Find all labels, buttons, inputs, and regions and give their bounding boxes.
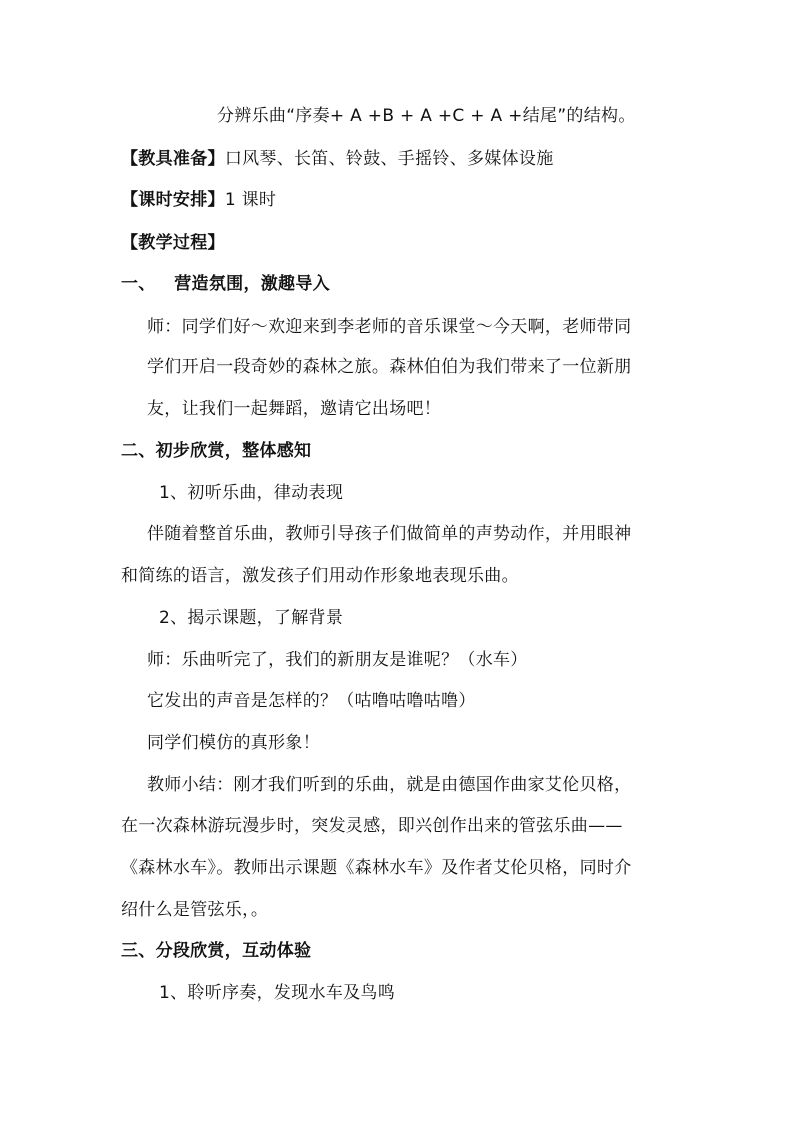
paragraph-2-line-2: 和简练的语言，激发孩子们用动作形象地表现乐曲。 (121, 566, 519, 586)
class-hours-label: 【课时安排】 (121, 190, 225, 210)
paragraph-2-line-1: 伴随着整首乐曲，教师引导孩子们做简单的声势动作，并用眼神 (147, 524, 632, 544)
section-2-heading: 二、初步欣赏，整体感知 (121, 441, 312, 461)
paragraph-6-line-4: 绍什么是管弦乐，。 (121, 900, 269, 920)
paragraph-1-line-3: 友，让我们一起舞蹈，邀请它出场吧！ (147, 399, 442, 419)
objective-line: 分辨乐曲“序奏+ A +B + A +C + A +结尾”的结构。 (217, 106, 636, 126)
paragraph-1-line-1: 师：同学们好～欢迎来到李老师的音乐课堂～今天啊，老师带同 (147, 317, 632, 337)
paragraph-1-line-2: 学们开启一段奇妙的森林之旅。森林伯伯为我们带来了一位新朋 (147, 357, 632, 377)
teaching-tools-text: 口风琴、长笛、铃鼓、手摇铃、多媒体设施 (224, 149, 554, 169)
teaching-process-heading: 【教学过程】 (121, 233, 225, 253)
paragraph-3: 师：乐曲听完了，我们的新朋友是谁呢？（水车） (147, 650, 528, 670)
class-hours-line (121, 188, 276, 212)
teaching-tools-line (121, 147, 554, 171)
paragraph-6-line-1: 教师小结：刚才我们听到的乐曲，就是由德国作曲家艾伦贝格， (147, 775, 632, 795)
section-1-heading: 一、 营造氛围，激趣导入 (121, 274, 330, 294)
section-3-heading: 三、分段欣赏，互动体验 (121, 941, 312, 961)
subsection-2-1-heading: 1、初听乐曲，律动表现 (159, 483, 344, 503)
paragraph-4: 它发出的声音是怎样的？（咕噜咕噜咕噜） (147, 691, 476, 711)
paragraph-5: 同学们模仿的真形象！ (147, 733, 320, 753)
subsection-2-2-heading: 2、揭示课题，了解背景 (159, 608, 344, 628)
class-hours-text: 1 课时 (224, 190, 277, 210)
paragraph-6-line-3: 《森林水车》。教师出示课题《森林水车》及作者艾伦贝格，同时介 (121, 858, 632, 878)
paragraph-6-line-2: 在一次森林游玩漫步时，突发灵感，即兴创作出来的管弦乐曲—— (121, 816, 623, 836)
subsection-3-1-heading: 1、聆听序奏，发现水车及鸟鸣 (159, 983, 396, 1003)
teaching-tools-label: 【教具准备】 (121, 149, 225, 169)
